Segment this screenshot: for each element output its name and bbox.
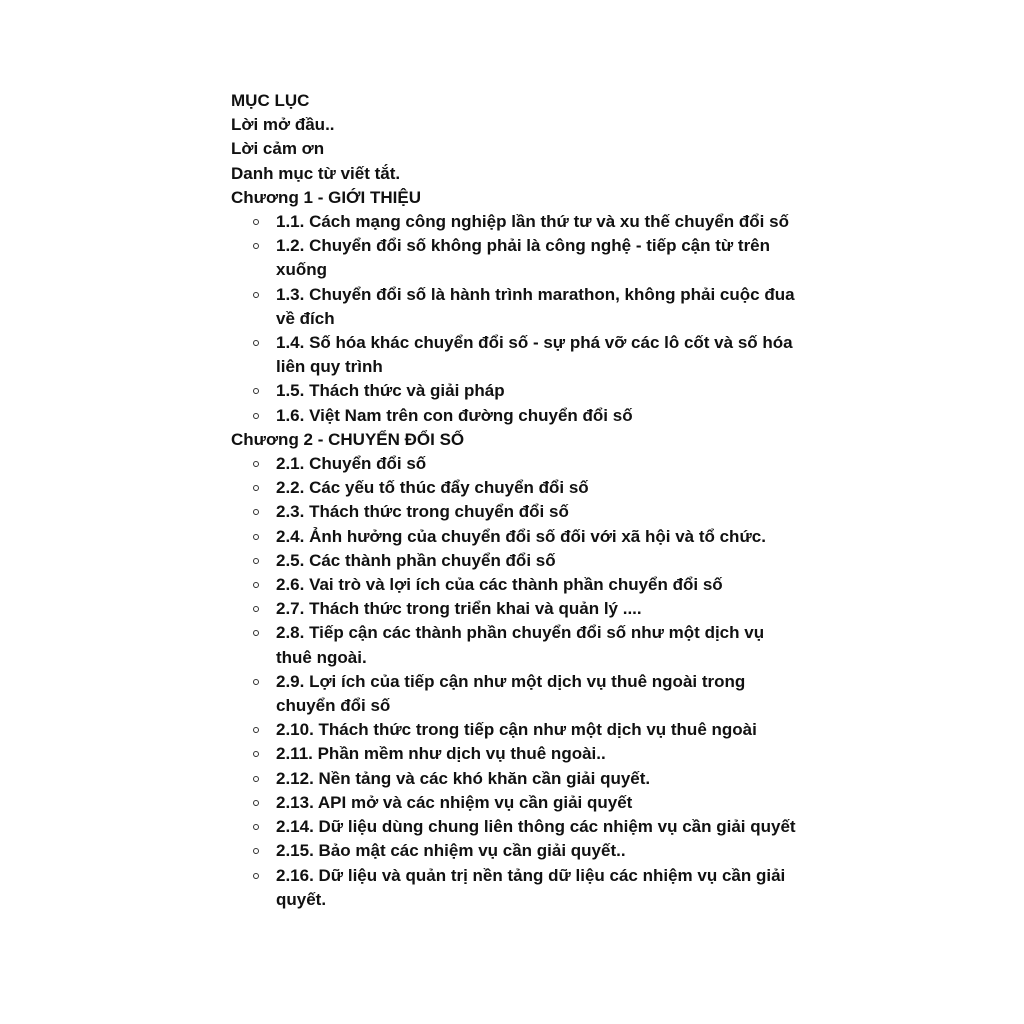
list-item-text: 2.7. Thách thức trong triển khai và quản lý .... [276,599,642,619]
list-item [231,476,801,500]
list-item [231,210,801,234]
circle-bullet-icon [253,679,259,685]
list-item [231,452,801,476]
list-item [231,815,801,839]
circle-bullet-icon [253,582,259,588]
list-item-text: 2.3. Thách thức trong chuyển đổi số [276,502,569,522]
front-matter-item: Danh mục từ viết tắt. [231,163,401,183]
list-item-text: 2.4. Ảnh hưởng của chuyển đổi số đối với xã hội và tổ chức. [276,526,766,546]
list-item-text: 1.1. Cách mạng công nghiệp lần thứ tư và xu thế chuyển đổi số [276,212,789,232]
circle-bullet-icon [253,606,259,612]
list-item-text: 1.3. Chuyển đổi số là hành trình marathon, không phải cuộc đua về đích [276,284,795,328]
list-item [231,404,801,428]
circle-bullet-icon [253,776,259,782]
list-item-text: 2.9. Lợi ích của tiếp cận như một dịch vụ thuê ngoài trong chuyển đổi số [276,671,746,716]
front-matter-item: Lời mở đầu.. [231,115,335,135]
circle-bullet-icon [253,873,259,879]
list-item [231,621,801,669]
toc-title: MỤC LỤC [231,91,310,110]
list-item [231,525,801,549]
front-matter-item: Lời cảm ơn [231,139,325,159]
table-of-contents [231,89,801,912]
chapter-1-items [231,210,801,428]
circle-bullet-icon [253,727,259,733]
list-item [231,791,801,815]
list-item [231,670,801,718]
circle-bullet-icon [253,630,259,636]
circle-bullet-icon [253,485,259,491]
list-item [231,573,801,597]
list-item [231,234,801,282]
chapter-1-title: Chương 1 - GIỚI THIỆU [231,187,422,207]
circle-bullet-icon [253,340,259,346]
list-item [231,597,801,621]
circle-bullet-icon [253,558,259,564]
circle-bullet-icon [253,461,259,467]
chapter-2-items [231,452,801,912]
list-item-text: 2.10. Thách thức trong tiếp cận như một dịch vụ thuê ngoài [276,720,757,740]
list-item-text: 2.14. Dữ liệu dùng chung liên thông các nhiệm vụ cần giải quyết [276,817,796,837]
list-item-text: 1.2. Chuyển đổi số không phải là công nghệ - tiếp cận từ trên xuống [276,236,771,280]
list-item [231,283,801,331]
list-item [231,839,801,863]
list-item [231,331,801,379]
list-item-text: 2.15. Bảo mật các nhiệm vụ cần giải quyết.. [276,841,626,861]
circle-bullet-icon [253,413,259,419]
chapter-2-title: Chương 2 - CHUYỂN ĐỔI SỐ [231,429,465,449]
list-item [231,718,801,742]
list-item-text: 2.1. Chuyển đổi số [276,454,427,474]
circle-bullet-icon [253,388,259,394]
list-item [231,767,801,791]
circle-bullet-icon [253,509,259,515]
circle-bullet-icon [253,292,259,298]
list-item-text: 2.5. Các thành phần chuyển đổi số [276,550,556,570]
list-item-text: 2.13. API mở và các nhiệm vụ cần giải quyết [276,792,633,812]
list-item-text: 1.4. Số hóa khác chuyển đổi số - sự phá vỡ các lô cốt và số hóa liên quy trình [276,333,793,377]
list-item-text: 2.16. Dữ liệu và quản trị nền tảng dữ liệu các nhiệm vụ cần giải quyết. [276,865,786,909]
list-item-text: 2.2. Các yếu tố thúc đẩy chuyển đổi số [276,478,589,498]
circle-bullet-icon [253,243,259,249]
list-item [231,379,801,403]
circle-bullet-icon [253,848,259,854]
list-item-text: 2.6. Vai trò và lợi ích của các thành phần chuyển đổi số [276,575,723,595]
circle-bullet-icon [253,751,259,757]
circle-bullet-icon [253,219,259,225]
list-item-text: 1.5. Thách thức và giải pháp [276,381,505,401]
list-item-text: 2.8. Tiếp cận các thành phần chuyển đổi số như một dịch vụ thuê ngoài. [276,623,765,667]
list-item [231,742,801,766]
list-item [231,549,801,573]
circle-bullet-icon [253,534,259,540]
circle-bullet-icon [253,800,259,806]
list-item-text: 1.6. Việt Nam trên con đường chuyển đổi số [276,405,633,425]
list-item-text: 2.12. Nền tảng và các khó khăn cần giải quyết. [276,768,651,788]
list-item-text: 2.11. Phần mềm như dịch vụ thuê ngoài.. [276,744,606,764]
list-item [231,864,801,912]
list-item [231,500,801,524]
circle-bullet-icon [253,824,259,830]
